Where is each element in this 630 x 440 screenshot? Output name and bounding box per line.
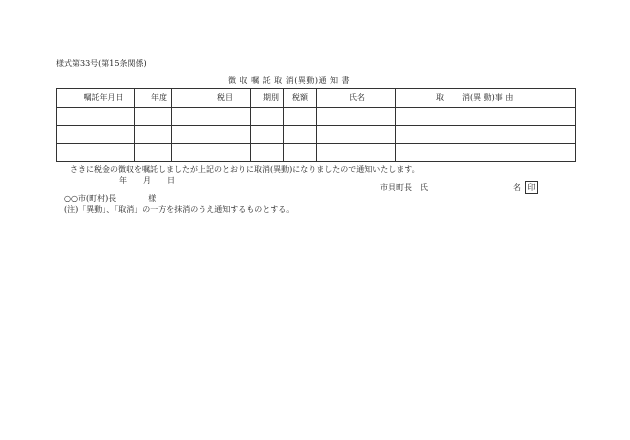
mayor-name-label: 名: [513, 183, 521, 192]
footnote: (注)「異動」、「取消」の一方を抹消のうえ通知するものとする。: [64, 205, 295, 214]
table-cell[interactable]: [135, 126, 172, 144]
table-cell[interactable]: [135, 108, 172, 126]
table-cell[interactable]: [396, 108, 576, 126]
table-cell[interactable]: [317, 144, 396, 162]
date-line: 年 月 日: [119, 176, 175, 185]
seal-stamp-box: 印: [525, 181, 538, 194]
table-cell[interactable]: [251, 126, 284, 144]
table-header-row: [57, 89, 576, 108]
table-cell[interactable]: [284, 144, 317, 162]
header-cancel-reason: 取 消(異 動)事 由: [396, 89, 576, 108]
table-cell[interactable]: [57, 144, 135, 162]
entrustment-table: [56, 88, 576, 162]
header-period: 期別: [251, 89, 284, 108]
table-row: [57, 108, 576, 126]
header-name: 氏名: [317, 89, 396, 108]
mayor-signature-line: 市貝町長 氏: [380, 183, 428, 192]
table-cell[interactable]: [57, 108, 135, 126]
table-cell[interactable]: [172, 144, 251, 162]
header-tax-amount: 税額: [284, 89, 317, 108]
notice-text: さきに税金の徴収を嘱託しましたが上記のとおりに取消(異動)になりましたので通知いたします。: [70, 165, 420, 174]
header-entrust-date: 嘱託年月日: [57, 89, 135, 108]
addressee-line: ○○市(町村)長 様: [64, 194, 157, 203]
table-cell[interactable]: [317, 126, 396, 144]
table-cell[interactable]: [284, 108, 317, 126]
table-cell[interactable]: [172, 126, 251, 144]
table-cell[interactable]: [172, 108, 251, 126]
header-fiscal-year: 年度: [135, 89, 172, 108]
table-cell[interactable]: [396, 126, 576, 144]
table-cell[interactable]: [135, 144, 172, 162]
document-title: 徴 収 嘱 託 取 消(異動)通 知 書: [228, 76, 351, 85]
table-row: [57, 126, 576, 144]
table-cell[interactable]: [317, 108, 396, 126]
header-tax-item: 税目: [172, 89, 251, 108]
table-cell[interactable]: [396, 144, 576, 162]
table-cell[interactable]: [57, 126, 135, 144]
form-label: 様式第33号(第15条関係): [56, 59, 147, 68]
table-row: [57, 144, 576, 162]
table-cell[interactable]: [251, 108, 284, 126]
table-cell[interactable]: [284, 126, 317, 144]
table-cell[interactable]: [251, 144, 284, 162]
